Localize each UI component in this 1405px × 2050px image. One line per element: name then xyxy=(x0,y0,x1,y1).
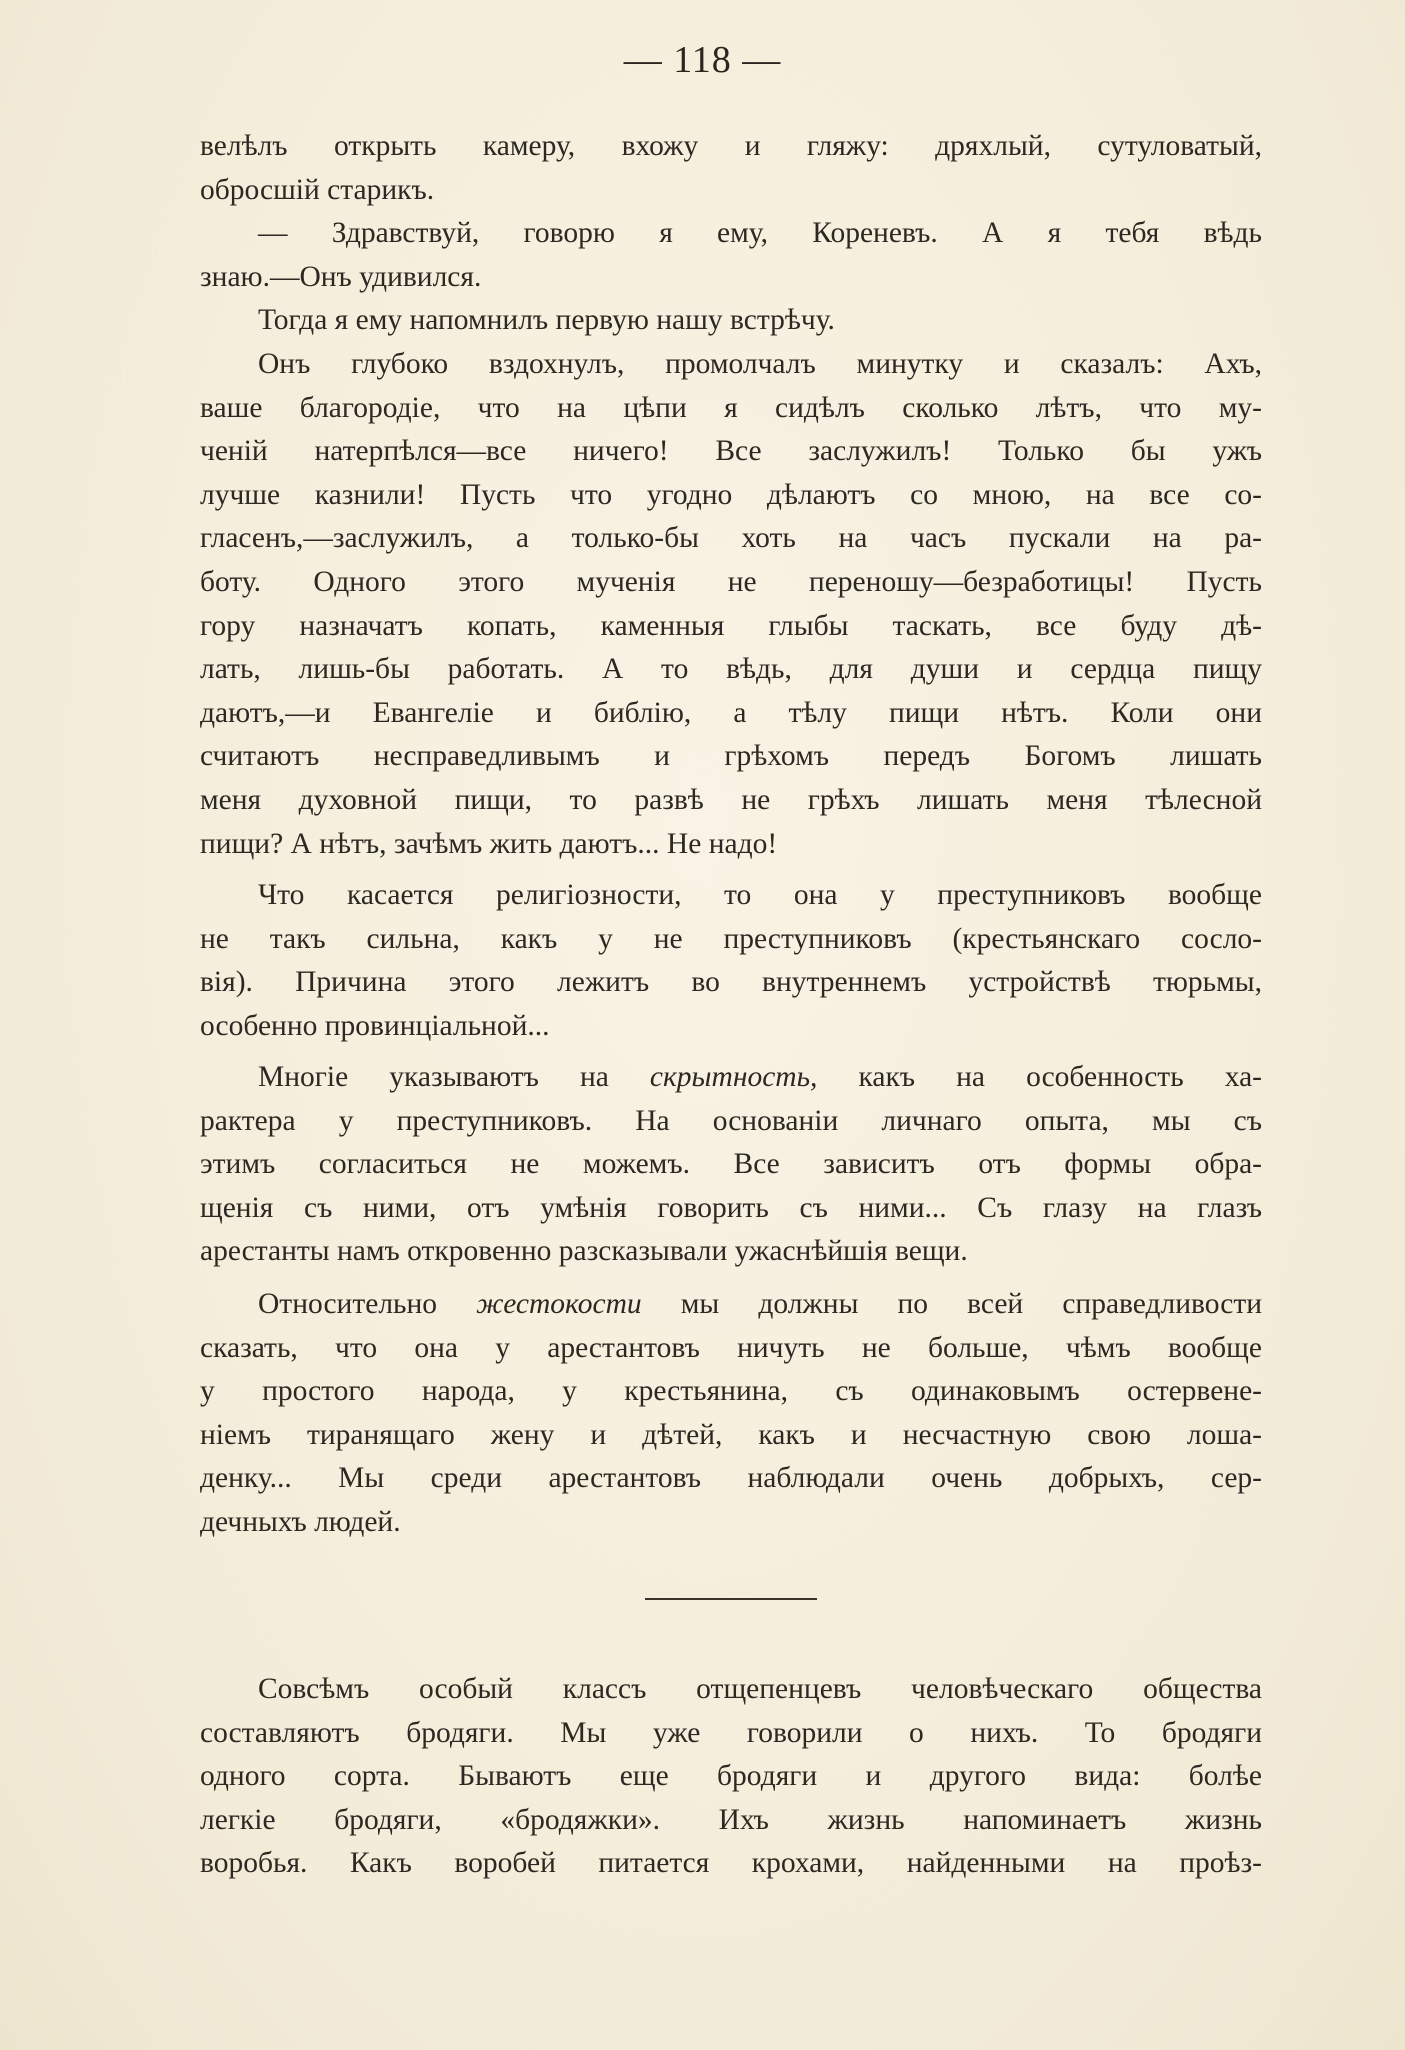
paragraph-line: боту. Одного этого мученія не переношу—безработицы! Пусть xyxy=(200,565,1262,598)
paragraph xyxy=(200,299,1262,343)
paragraph-line: вія). Причина этого лежитъ во внутреннемъ устройствѣ тюрьмы, xyxy=(200,966,1262,999)
paragraph-line: щенія съ ними, отъ умѣнія говорить съ ними... Съ глазу на глазъ xyxy=(200,1191,1262,1224)
paragraph-line: Онъ глубоко вздохнулъ, промолчалъ минутку и сказалъ: Ахъ, xyxy=(258,347,1262,380)
page-number: — 118 — xyxy=(623,39,782,81)
paragraph xyxy=(200,125,1262,212)
text-run: Относительно xyxy=(258,1288,477,1320)
paragraph-line: гласенъ,—заслужилъ, а только-бы хоть на часъ пускали на ра- xyxy=(200,522,1262,555)
italic-term: скрытность, xyxy=(649,1061,818,1093)
paragraph-line: не такъ сильна, какъ у не преступниковъ (крестьянскаго сосло- xyxy=(200,922,1262,955)
paragraph-line: воробья. Какъ воробей питается крохами, найденными на проѣз- xyxy=(200,1847,1262,1880)
paragraph-line: ваше благородіе, что на цѣпи я сидѣлъ сколько лѣтъ, что му- xyxy=(200,391,1262,424)
paragraph-first-line xyxy=(200,1283,1262,1327)
paragraph xyxy=(200,212,1262,299)
italic-term: жестокости xyxy=(476,1288,642,1320)
paragraph-line: меня духовной пищи, то развѣ не грѣхъ лишать меня тѣлесной xyxy=(200,783,1262,816)
paragraph-line: составляютъ бродяги. Мы уже говорили о нихъ. То бродяги xyxy=(200,1716,1262,1749)
paragraph-line: пищи? А нѣтъ, зачѣмъ жить даютъ... Не надо! xyxy=(200,827,778,860)
paragraph-line: Совсѣмъ особый классъ отщепенцевъ человѣческаго общества xyxy=(258,1673,1262,1705)
paragraph-line: денку... Мы среди арестантовъ наблюдали очень добрыхъ, сер- xyxy=(200,1462,1262,1495)
paragraph-line: обросшій старикъ. xyxy=(200,173,435,206)
paragraph-cruelty xyxy=(200,1283,1262,1545)
paragraph-line: лучше казнили! Пусть что угодно дѣлаютъ со мною, на все со- xyxy=(200,478,1262,511)
paragraph-line: считаютъ несправедливымъ и грѣхомъ передъ Богомъ лишать xyxy=(200,740,1262,773)
paragraph-line: даютъ,—и Евангеліе и библію, а тѣлу пищи нѣтъ. Коли они xyxy=(200,696,1262,729)
text-run: мы должны по всей справедливости xyxy=(641,1288,1263,1320)
paragraph-line: этимъ согласиться не можемъ. Все зависитъ отъ формы обра- xyxy=(200,1148,1262,1181)
paragraph-line: Что касается религіозности, то она у преступниковъ вообще xyxy=(258,879,1262,912)
paragraph-line: рактера у преступниковъ. На основаніи личнаго опыта, мы съ xyxy=(200,1104,1262,1137)
paragraph-line: ченій натерпѣлся—все ничего! Все заслужилъ! Только бы ужъ xyxy=(200,435,1262,468)
paragraph-secretiveness xyxy=(200,1056,1262,1274)
text-block-top xyxy=(200,125,1262,1048)
paragraph xyxy=(200,874,1262,1048)
paragraph-line: гору назначатъ копать, каменныя глыбы таскать, все буду дѣ- xyxy=(200,609,1262,642)
text-block-bottom xyxy=(200,1668,1262,1886)
section-divider xyxy=(645,1598,817,1600)
paragraph-line: — Здравствуй, говорю я ему, Кореневъ. А я тебя вѣдь xyxy=(258,217,1262,250)
paragraph-line: арестанты намъ откровенно разсказывали ужаснѣйшія вещи. xyxy=(200,1235,968,1268)
paragraph-line: знаю.—Онъ удивился. xyxy=(200,260,482,293)
paragraph-line: особенно провинціальной... xyxy=(200,1009,550,1042)
paragraph-line: сказать, что она у арестантовъ ничуть не больше, чѣмъ вообще xyxy=(200,1331,1262,1364)
paragraph-line: одного сорта. Бываютъ еще бродяги и другого вида: болѣе xyxy=(200,1760,1262,1793)
paragraph-line: лать, лишь-бы работать. А то вѣдь, для души и сердца пищу xyxy=(200,653,1262,686)
paragraph-line: ніемъ тиранящаго жену и дѣтей, какъ и несчастную свою лоша- xyxy=(200,1418,1262,1451)
text-run: Многіе указываютъ на xyxy=(258,1061,650,1093)
paragraph-line: легкіе бродяги, «бродяжки». Ихъ жизнь напоминаетъ жизнь xyxy=(200,1803,1262,1836)
paragraph-line: у простого народа, у крестьянина, съ одинаковымъ остервене- xyxy=(200,1375,1262,1408)
paragraph-first-line xyxy=(200,1056,1262,1100)
paragraph-line: велѣлъ открыть камеру, вхожу и гляжу: дряхлый, сутуловатый, xyxy=(200,130,1262,162)
paragraph xyxy=(200,343,1262,866)
paragraph-line: Тогда я ему напомнилъ первую нашу встрѣчу. xyxy=(258,304,835,337)
text-run: какъ на особенность ха- xyxy=(817,1061,1262,1093)
paragraph-line: дечныхъ людей. xyxy=(200,1505,401,1538)
